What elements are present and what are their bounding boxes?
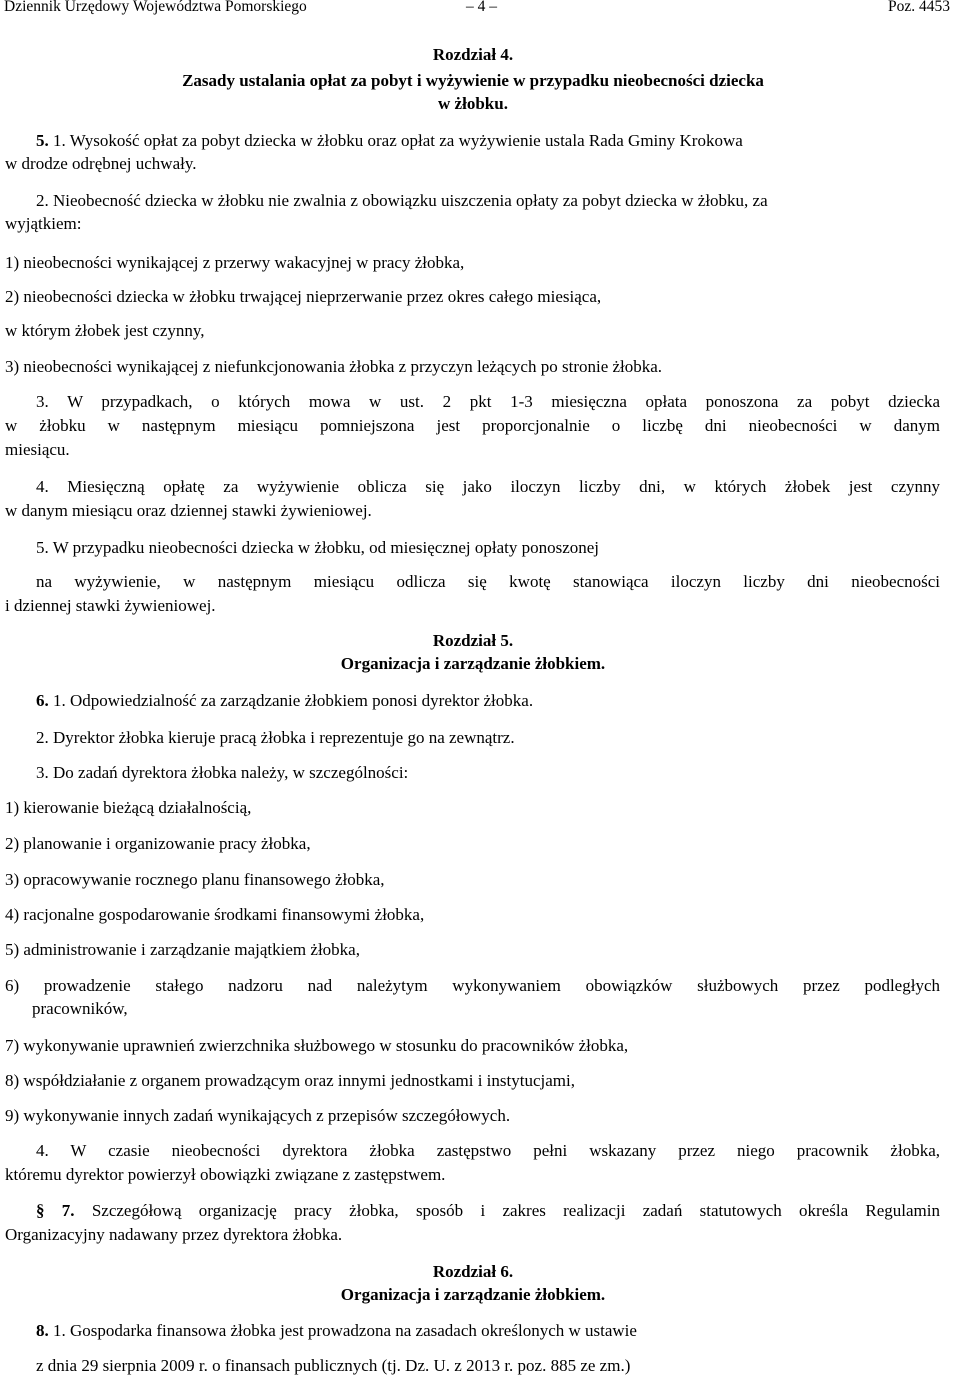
paragraph-6-section-4-cont: któremu dyrektor powierzył obowiązki związane z zastępstwem. bbox=[5, 1165, 446, 1184]
paragraph-5-section-2-cont: wyjątkiem: bbox=[5, 214, 82, 233]
chapter-5-title: Rozdział 5. bbox=[432, 631, 514, 650]
chapter-5-subtitle: Organizacja i zarządzanie żłobkiem. bbox=[340, 654, 606, 673]
list-item-cont: w którym żłobek jest czynny, bbox=[5, 321, 205, 340]
list-item: 8) współdziałanie z organem prowadzącym oraz innymi jednostkami i instytucjami, bbox=[5, 1071, 575, 1090]
journal-title: Dziennik Urzędowy Województwa Pomorskiego bbox=[4, 0, 307, 15]
list-item: 5) administrowanie i zarządzanie majątkiem żłobka, bbox=[5, 940, 360, 959]
paragraph-7-cont: Organizacyjny nadawany przez dyrektora żłobka. bbox=[5, 1225, 343, 1244]
paragraph-5-section-3-end: miesiącu. bbox=[5, 440, 70, 459]
paragraph-5-section-3: 3. W przypadkach, o których mowa w ust. 2 pkt 1-3 miesięczna opłata ponoszona za pobyt dziecka bbox=[36, 392, 940, 411]
paragraph-5-section-1-cont: w drodze odrębnej uchwały. bbox=[5, 154, 197, 173]
list-item: 4) racjonalne gospodarowanie środkami finansowymi żłobka, bbox=[5, 905, 425, 924]
list-item: 9) wykonywanie innych zadań wynikających z przepisów szczegółowych. bbox=[5, 1106, 511, 1125]
paragraph-5-section-2: 2. Nieobecność dziecka w żłobku nie zwalnia z obowiązku uiszczenia opłaty za pobyt dziecka w żłobku, za bbox=[36, 191, 768, 210]
paragraph-number: 5. bbox=[36, 131, 49, 150]
paragraph-number: § 7. bbox=[36, 1201, 75, 1220]
paragraph-number: 6. bbox=[36, 691, 49, 710]
chapter-6-subtitle: Organizacja i zarządzanie żłobkiem. bbox=[340, 1285, 606, 1304]
chapter-4-subtitle-cont: w żłobku. bbox=[438, 94, 508, 113]
paragraph-5-section-4-cont: w danym miesiącu oraz dziennej stawki żywieniowej. bbox=[5, 501, 372, 520]
paragraph-5-section-1: 5. 1. Wysokość opłat za pobyt dziecka w żłobku oraz opłat za wyżywienie ustala Rada Gminy Krokowa bbox=[36, 131, 743, 150]
list-item: 2) planowanie i organizowanie pracy żłobka, bbox=[5, 834, 311, 853]
position-number: Poz. 4453 bbox=[888, 0, 950, 15]
paragraph-7: § 7. Szczegółową organizację pracy żłobka, sposób i zakres realizacji zadań statutowych określa Regulamin bbox=[36, 1201, 941, 1220]
paragraph-8-section-1: 8. 1. Gospodarka finansowa żłobka jest prowadzona na zasadach określonych w ustawie bbox=[36, 1321, 637, 1340]
list-item-cont: pracowników, bbox=[32, 999, 128, 1018]
list-item: 3) nieobecności wynikającej z niefunkcjonowania żłobka z przyczyn leżących po stronie żłobka. bbox=[5, 357, 663, 376]
list-item: 3) opracowywanie rocznego planu finansowego żłobka, bbox=[5, 870, 385, 889]
chapter-4-title: Rozdział 4. bbox=[432, 45, 514, 64]
list-item: 7) wykonywanie uprawnień zwierzchnika służbowego w stosunku do pracowników żłobka, bbox=[5, 1036, 629, 1055]
paragraph-6-section-1: 6. 1. Odpowiedzialność za zarządzanie żłobkiem ponosi dyrektor żłobka. bbox=[36, 691, 534, 710]
list-item: 6) prowadzenie stałego nadzoru nad należytym wykonywaniem obowiązków służbowych przez podległych bbox=[5, 976, 940, 995]
list-item: 1) kierowanie bieżącą działalnością, bbox=[5, 798, 252, 817]
chapter-4-subtitle: Zasady ustalania opłat za pobyt i wyżywienie w przypadku nieobecności dziecka bbox=[182, 71, 764, 90]
chapter-6-title: Rozdział 6. bbox=[432, 1262, 514, 1281]
paragraph-5-section-5: 5. W przypadku nieobecności dziecka w żłobku, od miesięcznej opłaty ponoszonej bbox=[36, 538, 600, 557]
page-header bbox=[4, 0, 950, 18]
paragraph-6-section-2: 2. Dyrektor żłobka kieruje pracą żłobka i reprezentuje go na zewnątrz. bbox=[36, 728, 515, 747]
paragraph-6-section-4: 4. W czasie nieobecności dyrektora żłobka zastępstwo pełni wskazany przez niego pracownik żłobka, bbox=[36, 1141, 940, 1160]
paragraph-5-section-3-cont: w żłobku w następnym miesiącu pomniejszona jest proporcjonalnie o liczbę dni nieobecności w danym bbox=[5, 416, 940, 435]
page-number: – 4 – bbox=[466, 0, 497, 15]
paragraph-5-section-4: 4. Miesięczną opłatę za wyżywienie oblicza się jako iloczyn liczby dni, w których żłobek jest czynny bbox=[36, 477, 940, 496]
list-item: 2) nieobecności dziecka w żłobku trwającej nieprzerwanie przez okres całego miesiąca, bbox=[5, 287, 602, 306]
paragraph-5-section-5-cont: na wyżywienie, w następnym miesiącu odlicza się kwotę stanowiąca iloczyn liczby dni nieobecności bbox=[36, 572, 940, 591]
paragraph-number: 8. bbox=[36, 1321, 49, 1340]
paragraph-8-section-1-cont: z dnia 29 sierpnia 2009 r. o finansach publicznych (tj. Dz. U. z 2013 r. poz. 885 ze zm.) bbox=[36, 1356, 631, 1375]
paragraph-5-section-5-end: i dziennej stawki żywieniowej. bbox=[5, 596, 216, 615]
list-item: 1) nieobecności wynikającej z przerwy wakacyjnej w pracy żłobka, bbox=[5, 253, 465, 272]
paragraph-6-section-3: 3. Do zadań dyrektora żłobka należy, w szczególności: bbox=[36, 763, 409, 782]
